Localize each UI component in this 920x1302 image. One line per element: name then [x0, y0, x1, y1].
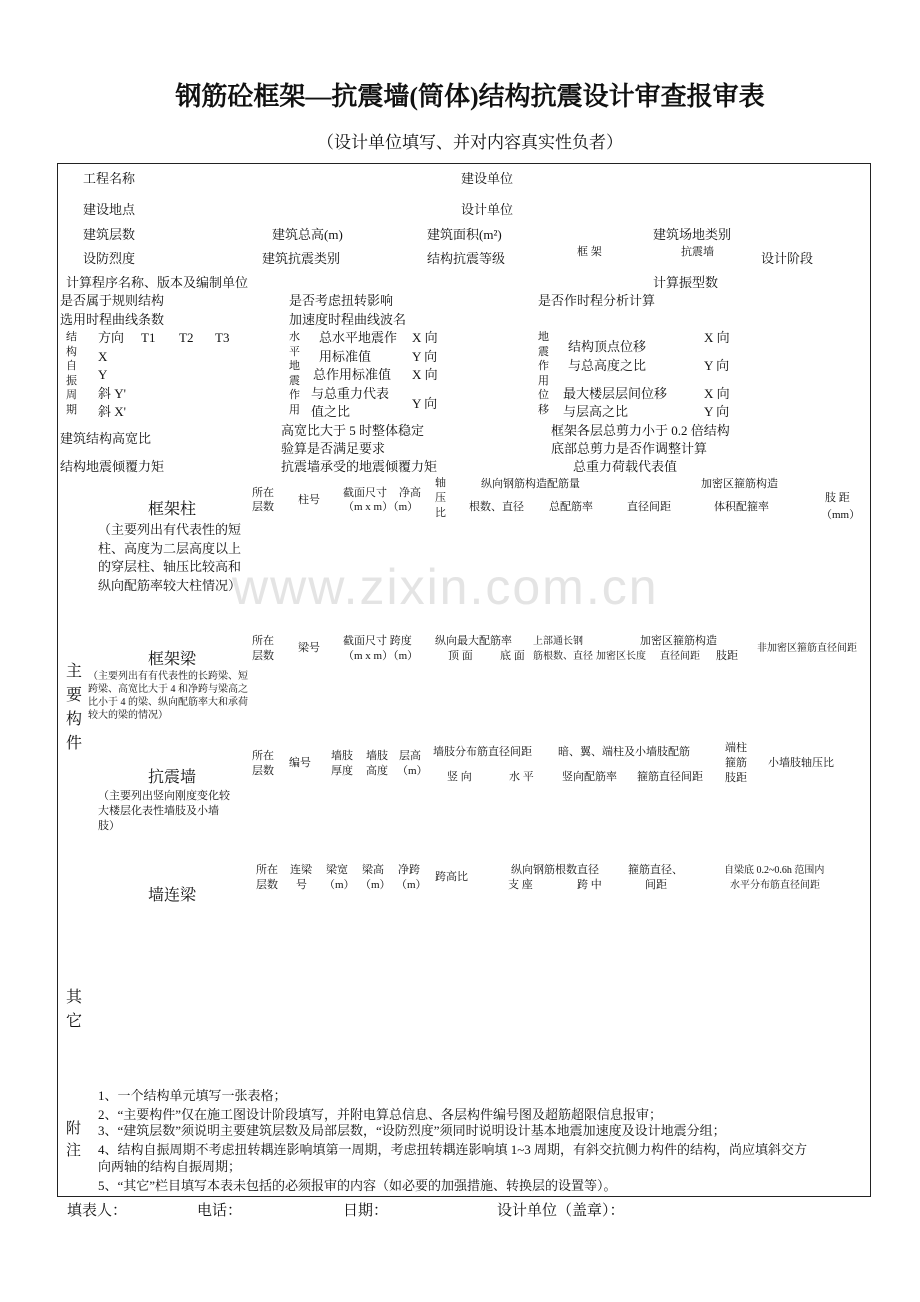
label-torsion: 是否考虑扭转影响	[289, 293, 394, 308]
label-intensity: 设防烈度	[83, 251, 136, 266]
note-item: 1、一个结构单元填写一张表格；	[98, 1088, 287, 1103]
beam-h-sec2: （m x m）（m）	[343, 650, 419, 662]
col-h-vol: 体积配箍率	[714, 501, 769, 513]
beam-h-sec1: 截面尺寸 跨度	[343, 635, 412, 647]
cb-h-w1: 梁宽	[326, 864, 348, 876]
beam-h-spacing: 直径间距	[660, 651, 700, 662]
col-h-ratio: 总配筋率	[549, 501, 593, 513]
beam-h-no: 梁号	[298, 642, 320, 654]
cb-h-no2: 号	[296, 879, 307, 891]
wall-h-h1: 墙肢	[366, 750, 388, 762]
col-h-floor2: 层数	[252, 501, 274, 513]
wall-h-th1: 墙肢	[331, 750, 353, 762]
beam-title: 框架梁	[148, 651, 197, 668]
wall-h-sh2: （m）	[397, 765, 428, 777]
footer-filler: 填表人：	[67, 1203, 128, 1219]
wall-h-end3: 肢距	[725, 772, 747, 784]
col-h-count: 根数、直径	[469, 501, 524, 513]
wall-h-small: 小墙肢轴压比	[768, 757, 834, 769]
label-d-x1: X 向	[704, 330, 730, 345]
wall-h-floor2: 层数	[252, 765, 274, 777]
coupling-title: 墙连梁	[148, 887, 197, 904]
beam-h-floor1: 所在	[252, 635, 274, 647]
label-shear1: 框架各层总剪力小于 0.2 倍结构	[551, 423, 730, 438]
label-gravity: 总重力荷载代表值	[573, 459, 678, 474]
beam-h-maxratio: 纵向最大配筋率	[435, 635, 512, 647]
column-title: 框架柱	[148, 501, 197, 518]
label-period-side: 结构自振周期	[66, 331, 77, 416]
note-item: 2、“主要构件”仅在施工图设计阶段填写，并附电算总信息、各层构件编号图及超筋超限信息报审；	[98, 1107, 663, 1122]
label-modes: 计算振型数	[653, 275, 719, 290]
footer-date: 日期：	[343, 1203, 389, 1219]
label-seismic-category: 建筑抗震类别	[262, 251, 341, 266]
wall-h-stirrup: 箍筋直径间距	[637, 771, 703, 783]
cb-h-span2: （m）	[396, 879, 427, 891]
col-h-sec2: （m x m）（m）	[343, 501, 419, 513]
note-item: 向两轴的结构自振周期；	[98, 1159, 242, 1174]
cb-h-long: 纵向钢筋根数直径	[511, 864, 599, 876]
label-frame: 框 架	[577, 246, 602, 258]
label-floors: 建筑层数	[83, 227, 136, 242]
beam-h-dense-len: 加密区长度	[596, 651, 646, 662]
col-h-spacing: 直径间距	[627, 501, 671, 513]
col-h-clear: 净高	[399, 487, 421, 499]
cb-h-ratio: 跨高比	[435, 871, 468, 883]
beam-h-floor2: 层数	[252, 650, 274, 662]
label-time-history: 是否作时程分析计算	[538, 293, 656, 308]
beam-h-nondense: 非加密区箍筋直径间距	[757, 643, 857, 654]
wall-h-end2: 箍筋	[725, 757, 747, 769]
col-h-axial: 轴压比	[435, 477, 446, 519]
label-d-y2: Y 向	[704, 404, 730, 419]
label-horizontal-side: 水平地震作用	[289, 331, 300, 416]
column-desc: （主要列出有代表性的短柱、高度为二层高度以上的穿层柱、轴压比较高和纵向配筋率较大柱情况）	[98, 522, 242, 593]
label-area: 建筑面积(m²)	[427, 227, 502, 242]
label-h5: 值之比	[311, 404, 351, 419]
cb-h-floor1: 所在	[256, 864, 278, 876]
col-h-no: 柱号	[298, 494, 320, 506]
label-overturn: 结构地震倾覆力矩	[60, 459, 165, 474]
cb-h-mid: 跨 中	[577, 879, 602, 891]
cb-h-h2: （m）	[360, 879, 391, 891]
wall-h-dist: 墙肢分布筋直径间距	[433, 746, 532, 758]
label-design-stage: 设计阶段	[761, 251, 814, 266]
cb-h-st2: 间距	[645, 879, 667, 891]
wall-h-horz: 水 平	[509, 771, 534, 783]
label-site: 建设地点	[83, 202, 136, 217]
wall-h-sh1: 层高	[399, 750, 421, 762]
wall-h-end1: 端柱	[725, 742, 747, 754]
label-h-x1: X 向	[412, 330, 438, 345]
label-shear2: 底部总剪力是否作调整计算	[551, 441, 708, 456]
footer-phone: 电话：	[197, 1203, 243, 1219]
col-h-sec1: 截面尺寸	[343, 487, 387, 499]
label-shear-wall: 抗震墙	[681, 246, 714, 258]
beam-desc: （主要列出有有代表性的长跨梁、短跨梁、高宽比大于 4 和净跨与梁高之比小于 4 的梁、纵向配筋率大和承荷较大的梁的情况）	[88, 671, 248, 721]
label-t3: T3	[215, 330, 230, 345]
label-height: 建筑总高(m)	[272, 227, 343, 242]
label-d-y1: Y 向	[704, 358, 730, 373]
wall-h-no: 编号	[289, 757, 311, 769]
wall-h-floor1: 所在	[252, 750, 274, 762]
beam-h-top: 顶 面	[448, 650, 473, 662]
beam-h-dense: 加密区箍筋构造	[640, 635, 717, 647]
wall-h-boundary: 暗、翼、端柱及小墙肢配筋	[558, 746, 690, 758]
note-item: 3、“建筑层数”须说明主要建筑层数及局部层数，“设防烈度”须同时说明设计基本地震加速度及设计地震分组；	[98, 1123, 726, 1138]
beam-h-bottom: 底 面	[500, 650, 525, 662]
label-d4: 与层高之比	[563, 404, 629, 419]
label-aspect: 建筑结构高宽比	[60, 431, 152, 446]
label-h-y2: Y 向	[412, 396, 438, 411]
other-label: 其它	[66, 989, 83, 1030]
cb-h-span1: 净跨	[398, 864, 420, 876]
wall-desc: （主要列出竖向刚度变化较大楼层化表性墙肢及小墙肢）	[98, 790, 230, 832]
label-h-x2: X 向	[412, 367, 438, 382]
col-h-leg2: （mm）	[821, 509, 861, 521]
label-d1: 结构顶点位移	[568, 339, 647, 354]
label-wave-name: 加速度时程曲线波名	[289, 312, 407, 327]
cb-h-st1: 箍筋直径、	[628, 864, 683, 876]
beam-h-leg: 肢距	[716, 650, 738, 662]
note-item: 5、“其它”栏目填写本表未包括的必须报审的内容（如必要的加强措施、转换层的设置等）。	[98, 1178, 617, 1193]
wall-title: 抗震墙	[148, 769, 197, 786]
label-owner: 建设单位	[461, 171, 514, 186]
beam-h-through1: 上部通长钢	[533, 636, 583, 647]
label-h-y1: Y 向	[412, 349, 438, 364]
col-h-leg1: 肢 距	[825, 492, 850, 504]
cb-h-support: 支 座	[508, 879, 533, 891]
note-item: 4、结构自振周期不考虑扭转耦连影响填第一周期，考虑扭转耦连影响填 1~3 周期，有斜交抗侧力构件的结构，尚应填斜交方	[98, 1142, 808, 1157]
label-designer: 设计单位	[461, 202, 514, 217]
page-title: 钢筋砼框架—抗震墙(筒体)结构抗震设计审查报审表	[175, 82, 765, 111]
beam-h-through2: 筋根数、直径	[533, 651, 593, 662]
cb-h-no1: 连梁	[290, 864, 312, 876]
label-d2: 与总高度之比	[568, 358, 647, 373]
label-direction: 方向	[98, 330, 125, 345]
col-h-dense: 加密区箍筋构造	[701, 478, 778, 490]
label-project-name: 工程名称	[83, 171, 136, 186]
label-site-class: 建筑场地类别	[653, 227, 732, 242]
footer-seal: 设计单位（盖章）：	[497, 1203, 625, 1219]
label-d-x2: X 向	[704, 386, 730, 401]
label-h2: 用标准值	[319, 349, 372, 364]
label-period-x-skew: 斜 X'	[98, 404, 126, 419]
cb-h-hz2: 水平分布筋直径间距	[730, 880, 820, 891]
wall-h-th2: 厚度	[331, 765, 353, 777]
cb-h-h1: 梁高	[362, 864, 384, 876]
label-seismic-grade: 结构抗震等级	[427, 251, 506, 266]
cb-h-hz1: 自梁底 0.2~0.6h 范围内	[724, 865, 825, 876]
label-stab2: 验算是否满足要求	[281, 441, 386, 456]
col-h-long: 纵向钢筋构造配筋量	[481, 478, 580, 490]
wall-h-vratio: 竖向配筋率	[562, 771, 617, 783]
label-t2: T2	[179, 330, 194, 345]
label-regular: 是否属于规则结构	[60, 293, 165, 308]
label-displacement-side: 地震作用位移	[538, 331, 549, 416]
label-h1: 总水平地震作	[319, 330, 398, 345]
label-h4: 与总重力代表	[311, 386, 390, 401]
cb-h-floor2: 层数	[256, 879, 278, 891]
notes-label: 附注	[66, 1121, 82, 1159]
label-period-x: X	[98, 349, 108, 364]
label-stab1: 高宽比大于 5 时整体稳定	[281, 423, 425, 438]
watermark: www.zixin.com.cn	[232, 559, 659, 615]
label-wall-overturn: 抗震墙承受的地震倾覆力矩	[281, 459, 438, 474]
cb-h-w2: （m）	[324, 879, 355, 891]
label-curve-count: 选用时程曲线条数	[60, 312, 165, 327]
label-program: 计算程序名称、版本及编制单位	[66, 275, 249, 290]
label-d3: 最大楼层层间位移	[563, 386, 668, 401]
label-period-y: Y	[98, 367, 108, 382]
label-h3: 总作用标准值	[313, 367, 392, 382]
main-members-label: 主要构件	[66, 663, 83, 752]
page-subtitle: （设计单位填写、并对内容真实性负者）	[317, 133, 623, 152]
wall-h-h2: 高度	[366, 765, 388, 777]
col-h-floor1: 所在	[252, 487, 274, 499]
wall-h-vert: 竖 向	[447, 771, 472, 783]
label-t1: T1	[141, 330, 156, 345]
label-period-y-skew: 斜 Y'	[98, 386, 126, 401]
